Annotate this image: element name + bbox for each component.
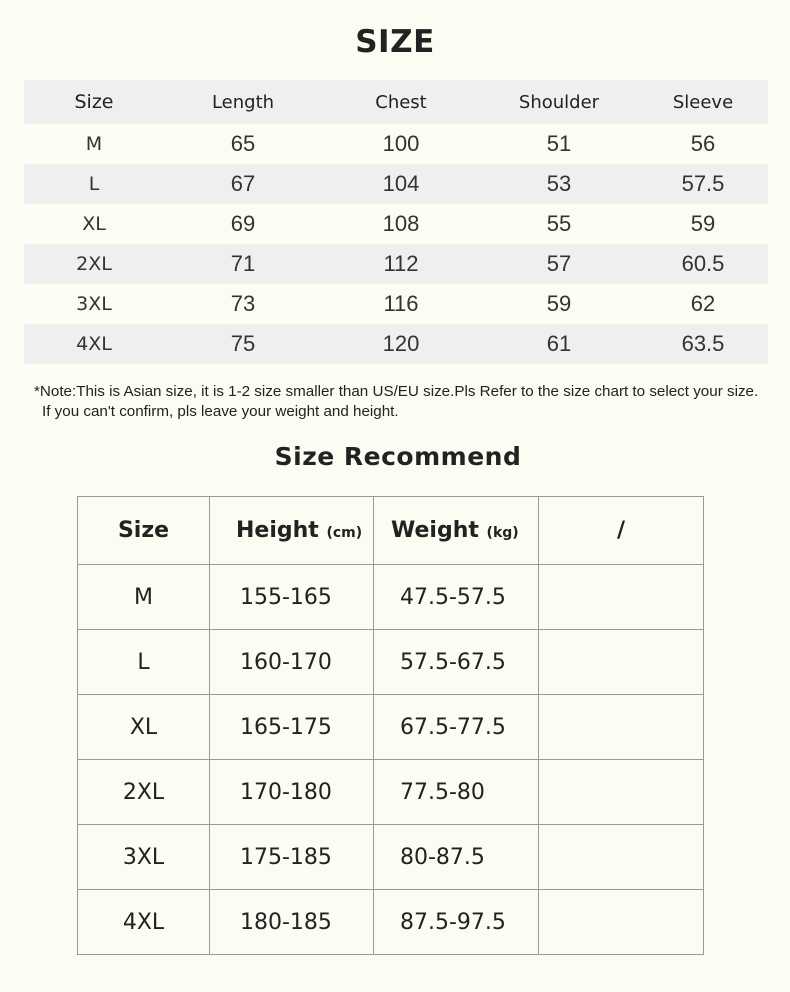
rec-cell-weight: 77.5-80	[374, 760, 539, 825]
cell-chest: 116	[383, 291, 419, 316]
rec-cell-height: 155-165	[210, 565, 374, 630]
cell-length: 73	[230, 291, 256, 316]
rec-cell-size: 2XL	[78, 760, 210, 825]
rec-header-weight-unit: (kg)	[486, 525, 519, 541]
cell-size: M	[85, 133, 103, 155]
rec-cell-height: 175-185	[210, 825, 374, 890]
table-row	[78, 630, 704, 695]
table-row	[78, 890, 704, 955]
page-title: SIZE	[355, 24, 435, 60]
rec-cell-extra	[539, 695, 704, 760]
size-note	[34, 382, 774, 422]
header-chest: Chest	[375, 91, 427, 113]
rec-cell-size: 4XL	[78, 890, 210, 955]
cell-size: XL	[82, 213, 106, 235]
recommend-title: Size Recommend	[274, 442, 522, 471]
cell-shoulder: 59	[546, 291, 572, 316]
cell-shoulder: 53	[546, 171, 572, 196]
note-line-2: If you can't confirm, pls leave your weight and height.	[42, 403, 399, 420]
table-row	[78, 565, 704, 630]
cell-chest: 108	[382, 211, 420, 236]
rec-cell-weight: 80-87.5	[374, 825, 539, 890]
cell-size: 2XL	[76, 253, 112, 275]
cell-length: 67	[230, 171, 256, 196]
cell-size: 4XL	[76, 333, 112, 355]
table-row	[78, 695, 704, 760]
rec-cell-size: L	[78, 630, 210, 695]
rec-header-weight	[374, 497, 539, 565]
cell-sleeve: 62	[690, 291, 716, 316]
table-row	[78, 825, 704, 890]
table-row	[78, 760, 704, 825]
rec-header-height	[210, 497, 374, 565]
cell-sleeve: 56	[690, 131, 716, 156]
cell-sleeve: 60.5	[681, 251, 725, 276]
table-row	[24, 124, 768, 164]
cell-sleeve: 63.5	[681, 331, 725, 356]
size-chart-table	[24, 80, 768, 364]
rec-cell-extra	[539, 760, 704, 825]
cell-shoulder: 61	[546, 331, 572, 356]
size-chart-header-row	[24, 80, 768, 124]
rec-cell-extra	[539, 565, 704, 630]
cell-size: 3XL	[76, 293, 112, 315]
rec-cell-weight: 57.5-67.5	[374, 630, 539, 695]
rec-cell-extra	[539, 890, 704, 955]
cell-chest: 120	[382, 331, 420, 356]
cell-shoulder: 57	[546, 251, 572, 276]
cell-length: 69	[230, 211, 256, 236]
rec-cell-extra	[539, 630, 704, 695]
table-row	[24, 324, 768, 364]
rec-cell-weight: 47.5-57.5	[374, 565, 539, 630]
header-length: Length	[211, 91, 275, 113]
rec-header-weight-label: Weight	[391, 518, 479, 543]
cell-sleeve: 57.5	[681, 171, 725, 196]
table-row	[24, 244, 768, 284]
header-sleeve: Sleeve	[672, 91, 734, 113]
table-row	[24, 164, 768, 204]
rec-cell-height: 170-180	[210, 760, 374, 825]
rec-cell-extra	[539, 825, 704, 890]
recommend-header-row	[78, 497, 704, 565]
size-recommend-table	[77, 496, 704, 955]
table-row	[24, 204, 768, 244]
rec-cell-weight: 87.5-97.5	[374, 890, 539, 955]
rec-header-height-label: Height	[236, 518, 319, 543]
header-size: Size	[74, 91, 114, 113]
note-line-1: *Note:This is Asian size, it is 1-2 size smaller than US/EU size.Pls Refer to the size chart to select your size.	[34, 383, 759, 400]
cell-chest: 112	[383, 251, 419, 276]
cell-shoulder: 55	[546, 211, 572, 236]
cell-length: 65	[230, 131, 256, 156]
rec-cell-height: 160-170	[210, 630, 374, 695]
cell-length: 75	[230, 331, 256, 356]
table-row	[24, 284, 768, 324]
cell-shoulder: 51	[546, 131, 572, 156]
rec-cell-weight: 67.5-77.5	[374, 695, 539, 760]
cell-size: L	[88, 173, 100, 195]
header-shoulder: Shoulder	[518, 91, 600, 113]
rec-header-height-unit: (cm)	[326, 525, 363, 541]
rec-cell-height: 165-175	[210, 695, 374, 760]
rec-cell-height: 180-185	[210, 890, 374, 955]
rec-header-extra: /	[539, 497, 704, 565]
rec-cell-size: 3XL	[78, 825, 210, 890]
cell-chest: 100	[382, 131, 420, 156]
rec-cell-size: M	[78, 565, 210, 630]
cell-chest: 104	[382, 171, 420, 196]
cell-length: 71	[230, 251, 256, 276]
rec-cell-size: XL	[78, 695, 210, 760]
rec-header-size: Size	[78, 497, 210, 565]
cell-sleeve: 59	[690, 211, 716, 236]
